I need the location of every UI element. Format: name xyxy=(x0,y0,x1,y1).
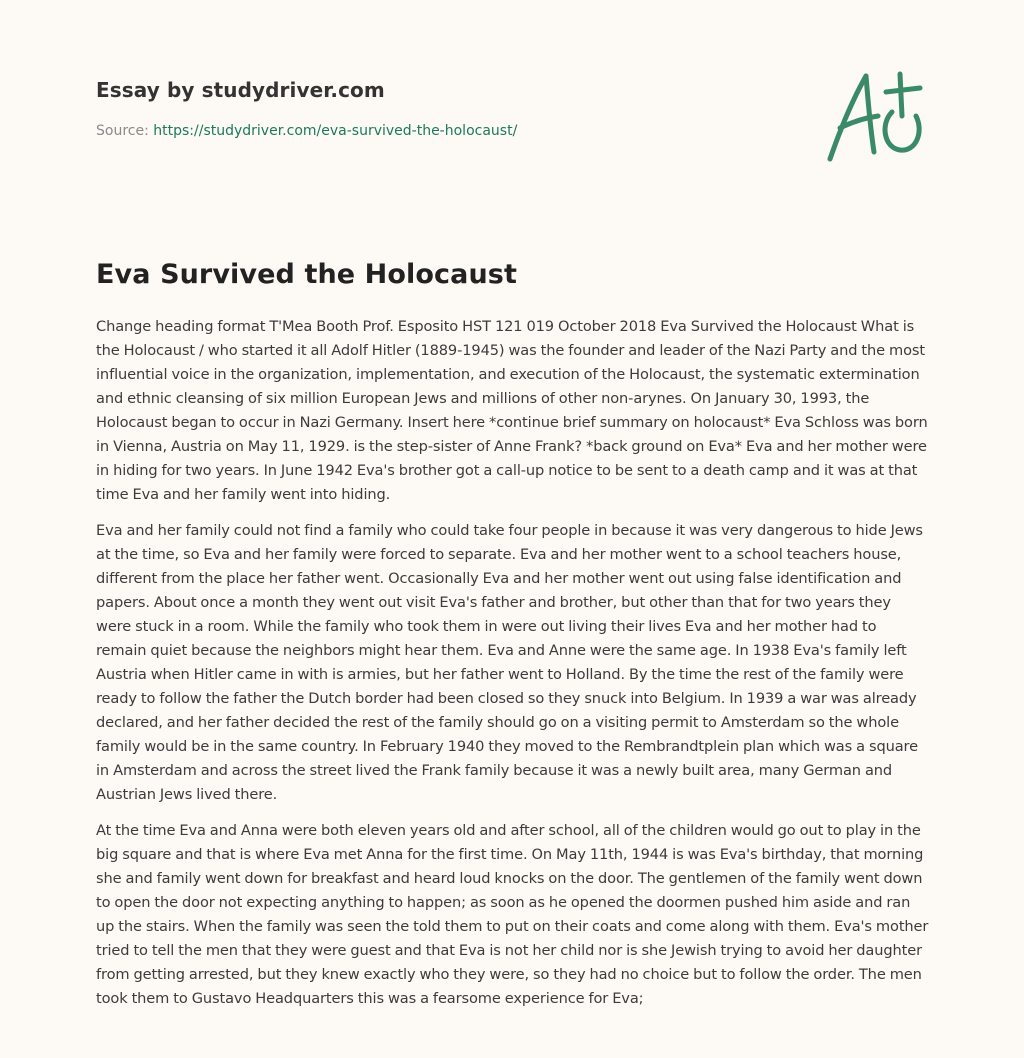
source-link[interactable]: https://studydriver.com/eva-survived-the-holocaust/ xyxy=(153,123,518,139)
essay-paragraph: At the time Eva and Anna were both eleven years old and after school, all of the children would go out to play in the big square and that is where Eva met Anna for the first time. On May 11th, 1944 is was Eva's birthday, that morning she and family went down for breakfast and heard loud knocks on the door. The gentlemen of the family went down to open the door not expecting anything to happen; as soon as he opened the doormen pushed him aside and ran up the stairs. When the family was seen the told them to put on their coats and come along with them. Eva's mother tried to tell the men that they were guest and that Eva is not her child nor is she Jewish trying to avoid her daughter from getting arrested, but they knew exactly who they were, so they had no choice but to follow the order. The men took them to Gustavo Headquarters this was a fearsome experience for Eva; xyxy=(96,822,929,1007)
site-title: Essay by studydriver.com xyxy=(96,78,385,102)
essay-paragraph: Change heading format T'Mea Booth Prof. Esposito HST 121 019 October 2018 Eva Survived the Holocaust What is the Holocaust / who started it all Adolf Hitler (1889-1945) was the founder and leader of the Nazi Party and the most influential voice in the organization, implementation, and execution of the Holocaust, the systematic extermination and ethnic cleansing of six million European Jews and millions of other non-arynes. On January 30, 1993, the Holocaust began to occur in Nazi Germany. Insert here *continue brief summary on holocaust* Eva Schloss was born in Vienna, Austria on May 11, 1929. is the step-sister of Anne Frank? *back ground on Eva* Eva and her mother were in hiding for two years. In June 1942 Eva's brother got a call-up notice to be sent to a death camp and it was at that time Eva and her family went into hiding. xyxy=(96,318,928,503)
essay-paragraph: Eva and her family could not find a family who could take four people in because it was very dangerous to hide Jews at the time, so Eva and her family were forced to separate. Eva and her mother went to a school teachers house, different from the place her father went. Occasionally Eva and her mother went out using false identification and papers. About once a month they went out visit Eva's father and brother, but other than that for two years they were stuck in a room. While the family who took them in were out living their lives Eva and her mother had to remain quiet because the neighbors might hear them. Eva and Anne were the same age. In 1938 Eva's family left Austria when Hitler came in with is armies, but her father went to Holland. By the time the rest of the family were ready to follow the father the Dutch border had been closed so they snuck into Belgium. In 1939 a war was already declared, and her father decided the rest of the family should go on a visiting permit to Amsterdam so the whole family would be in the same country. In February 1940 they moved to the Rembrandtplein plan which was a square in Amsterdam and across the street lived the Frank family because it was a newly built area, many German and Austrian Jews lived there. xyxy=(96,522,923,803)
source-line xyxy=(96,120,796,142)
a-plus-logo xyxy=(820,66,930,166)
a-plus-logo-icon xyxy=(820,66,930,166)
essay-body xyxy=(96,315,930,1023)
essay-title: Eva Survived the Holocaust xyxy=(96,259,517,290)
essay-header xyxy=(96,74,796,142)
source-label: Source: xyxy=(96,123,149,139)
